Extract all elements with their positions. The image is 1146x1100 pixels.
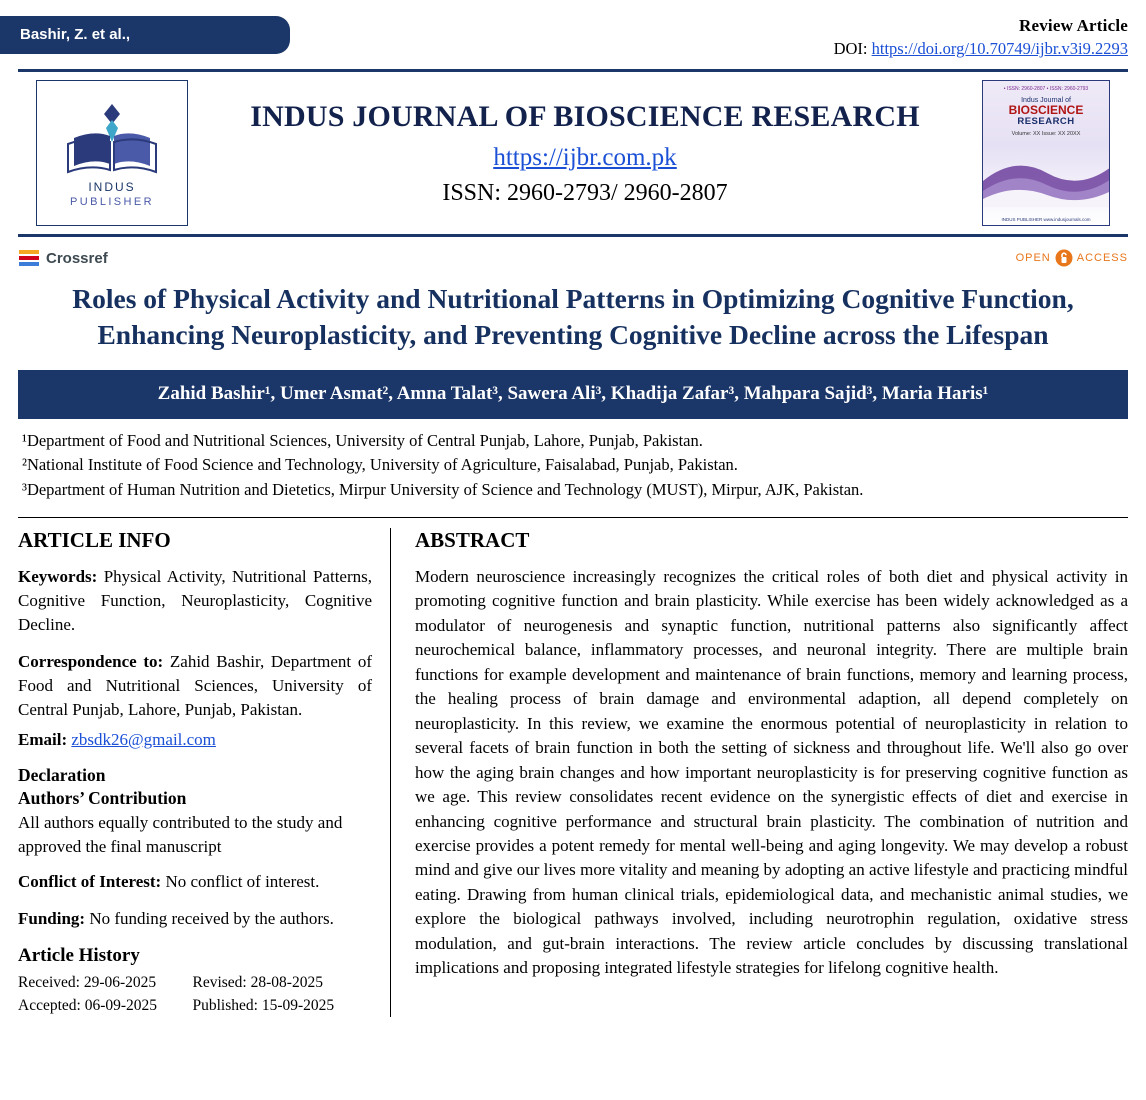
- authors-list: Zahid Bashir¹, Umer Asmat², Amna Talat³, Sawera Ali³, Khadija Zafar³, Mahpara Sajid³, Maria Haris¹: [18, 370, 1128, 419]
- correspondence-label: Correspondence to:: [18, 652, 164, 672]
- cover-line-2: BIOSCIENCE: [1008, 102, 1084, 117]
- email-label: Email:: [18, 729, 68, 749]
- cover-footer-text: INDUS PUBLISHER www.indusjournals.com: [1001, 217, 1091, 222]
- history-received: Received: 29-06-2025: [18, 973, 157, 991]
- correspondence-block: [18, 650, 372, 722]
- conflict-label: Conflict of Interest:: [18, 872, 162, 892]
- authors-contribution-heading: Authors’ Contribution: [18, 787, 187, 808]
- funding-value: No funding received by the authors.: [85, 909, 334, 929]
- authors-contribution-text: All authors equally contributed to the study and approved the final manuscript: [18, 812, 343, 856]
- journal-banner: [18, 69, 1128, 237]
- history-revised: Revised: 28-08-2025: [192, 973, 323, 991]
- keywords-label: Keywords:: [18, 566, 98, 586]
- journal-title: INDUS JOURNAL OF BIOSCIENCE RESEARCH: [250, 99, 920, 133]
- affiliation-1: ¹Department of Food and Nutritional Sciences, University of Central Punjab, Lahore, Punjab, Pakistan.: [22, 430, 703, 450]
- history-published: Published: 15-09-2025: [192, 996, 335, 1014]
- funding-block: [18, 907, 372, 931]
- header-right-block: [834, 16, 1128, 59]
- open-access-badge[interactable]: [1016, 249, 1128, 267]
- article-info-heading: ARTICLE INFO: [18, 527, 171, 552]
- cover-line-3: RESEARCH: [1017, 116, 1075, 128]
- article-info-column: [18, 528, 390, 1017]
- table-row: [18, 994, 372, 1017]
- article-type-label: Review Article: [1018, 16, 1128, 35]
- cover-line-1: Indus Journal of: [1021, 96, 1071, 104]
- affiliations-block: [18, 419, 1128, 513]
- funding-label: Funding:: [18, 909, 86, 929]
- email-block: [18, 728, 372, 752]
- column-divider: [390, 528, 391, 1017]
- abstract-column: [409, 528, 1128, 1017]
- correspondence-value: Zahid Bashir, Department of Food and Nutritional Sciences, University of Central Punjab, Lahore, Punjab, Pakistan.: [18, 652, 373, 720]
- abstract-heading: ABSTRACT: [415, 527, 530, 552]
- logo-text-indus: INDUS: [88, 180, 136, 194]
- keywords-value: Physical Activity, Nutritional Patterns, Cognitive Function, Neuroplasticity, Cognitive Decline.: [18, 566, 372, 635]
- crossref-icon: [18, 247, 40, 269]
- badge-row: [18, 243, 1128, 273]
- journal-issn: ISSN: 2960-2793/ 2960-2807: [442, 179, 728, 206]
- doi-link[interactable]: https://doi.org/10.70749/ijbr.v3i9.2293: [871, 39, 1128, 58]
- open-access-label-left: OPEN: [1015, 252, 1051, 264]
- abstract-text: Modern neuroscience increasingly recognizes the critical roles of both diet and physical activity in promoting cognitive function and brain plasticity. While exercise has been widely acknowledged as a modulator of neurogenesis and synaptic function, nutritional patterns also significantly affect neurochemical balance, inflammatory processes, and neuronal integrity. There are multiple brain functions for example development and maintenance of brain functions, memory and learning process, the healing process of brain damage and environmental adaption, all depend completely on neuroplasticity. In this review, we examine the enormous potential of neuroplasticity in relation to several facets of brain function in both the setting of sickness and throughout life. We'll also go over how the aging brain changes and how important neuroplasticity is for preserving cognitive function as we age. This review consolidates recent evidence on the synergistic effects of diet and exercise in enhancing cognitive performance and structural brain plasticity. The combination of nutrition and exercise provides a potent remedy for mental well-being and aging longevity. We may develop a robust mind and give our lives more vitality and meaning by adopting an active lifestyle and practicing mindful eating. Drawing from human clinical trials, epidemiological data, and mechanistic animal studies, we explore the biological pathways involved, including neurotrophin regulation, oxidative stress modulation, and gut-brain interactions. The review article concludes by discussing translational implications and proposing integrated lifestyle strategies for lifelong cognitive health.: [415, 566, 1128, 978]
- logo-text-publisher: PUBLISHER: [70, 196, 154, 208]
- open-lock-icon: [1055, 249, 1073, 267]
- conflict-of-interest-block: [18, 870, 372, 894]
- journal-identity: [188, 100, 982, 207]
- table-row: [18, 971, 372, 994]
- indus-publisher-logo-icon: [64, 98, 160, 176]
- crossref-label: Crossref: [46, 249, 108, 267]
- crossref-badge[interactable]: [18, 247, 108, 269]
- header-divider: [18, 517, 1128, 518]
- journal-cover-thumbnail: [982, 80, 1110, 226]
- affiliation-3: ³Department of Human Nutrition and Dietetics, Mirpur University of Science and Technology (MUST), Mirpur, AJK, Pakistan.: [22, 480, 864, 500]
- cover-volume-text: Volume: XX Issue: XX 20XX: [1011, 131, 1081, 138]
- doi-line: [834, 39, 1128, 59]
- publisher-logo: [36, 80, 188, 226]
- cover-wave-graphic: [983, 151, 1110, 207]
- declaration-heading: Declaration: [18, 764, 106, 785]
- keywords-block: [18, 565, 372, 637]
- history-accepted: Accepted: 06-09-2025: [18, 996, 158, 1014]
- article-history-heading: Article History: [18, 944, 140, 966]
- doi-label: DOI:: [833, 39, 872, 58]
- running-author-tag: Bashir, Z. et al.,: [0, 16, 290, 54]
- open-access-label-right: ACCESS: [1076, 252, 1128, 264]
- article-history-table: [18, 971, 372, 1018]
- email-link[interactable]: zbsdk26@gmail.com: [71, 729, 216, 749]
- affiliation-2: ²National Institute of Food Science and Technology, University of Agriculture, Faisalabad, Punjab, Pakistan.: [22, 455, 738, 475]
- page-title: Roles of Physical Activity and Nutritional Patterns in Optimizing Cognitive Function, Enhancing Neuroplasticity, and Preventing Cognitive Decline across the Lifespan: [72, 283, 1074, 351]
- content-columns: [18, 528, 1128, 1031]
- journal-url-link[interactable]: https://ijbr.com.pk: [493, 143, 677, 171]
- conflict-value: No conflict of interest.: [161, 872, 320, 892]
- cover-issn-text: • ISSN: 2960-2807 • ISSN: 2960-2793: [1003, 86, 1089, 92]
- page-header: [18, 0, 1128, 59]
